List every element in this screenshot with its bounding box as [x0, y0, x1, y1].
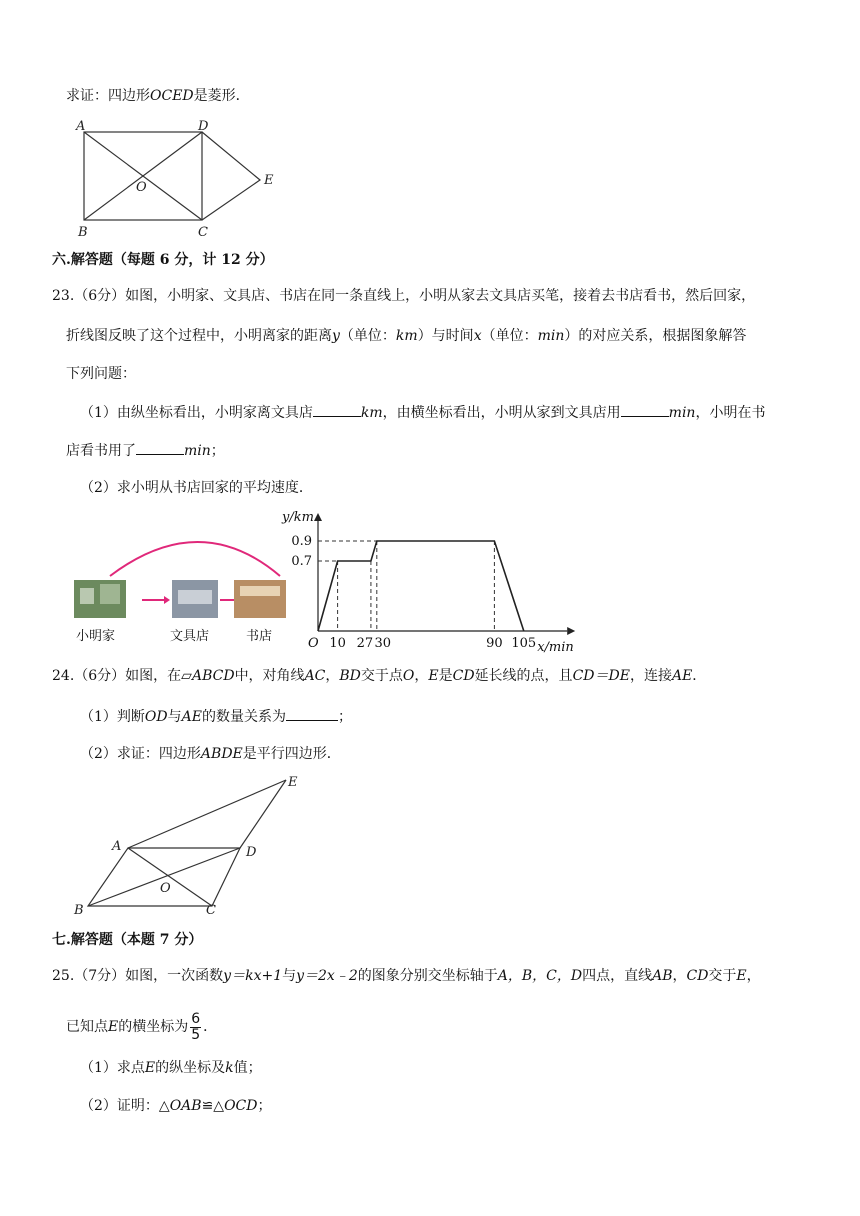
q25-part1: （1）求点E的纵坐标及k值；	[80, 1060, 262, 1076]
q23-part1: （1）由纵坐标看出，小明家离文具店 km，由横坐标看出，小明从家到文具店用 min，小明在书	[80, 402, 765, 423]
label-e: E	[288, 775, 298, 790]
place-bookstore-label: 书店	[246, 629, 273, 644]
y-tick-label: 0.9	[291, 534, 312, 549]
x-tick-label: 90	[486, 636, 503, 651]
rectangle-rhombus-figure	[70, 116, 280, 240]
y-axis-label: y/km	[282, 510, 314, 525]
x-tick-label: 105	[511, 636, 537, 651]
label-c: C	[206, 903, 216, 918]
section-7-title: 七.解答题（本题 7 分）	[52, 932, 203, 948]
y-axis-arrow-icon	[314, 513, 322, 521]
q25-line1: 25.（7分）如图，一次函数y＝kx+1与y＝2x﹣2的图象分别交坐标轴于A，B，C，D四点，直线AB，CD交于E，	[52, 968, 761, 984]
q23-line1: 23.（6分）如图，小明家、文具店、书店在同一条直线上，小明从家去文具店买笔，接着去书店看书，然后回家，	[52, 288, 756, 304]
label-b: B	[78, 225, 88, 240]
q22-proof-line: 求证：四边形OCED是菱形．	[66, 88, 250, 104]
route-illustration	[70, 528, 300, 648]
label-c: C	[198, 225, 208, 240]
place-home-label: 小明家	[76, 629, 116, 644]
label-b: B	[74, 903, 84, 918]
arrow-head-icon	[164, 596, 170, 604]
answer-blank-3[interactable]	[136, 440, 184, 455]
q24-part1: （1）判断OD与AE的数量关系为 ；	[80, 706, 352, 727]
distance-time-chart	[276, 505, 616, 655]
home-building	[80, 588, 94, 604]
origin-label: O	[308, 636, 319, 651]
x-tick-label: 10	[329, 636, 346, 651]
label-a: A	[76, 119, 86, 134]
label-a: A	[112, 839, 122, 854]
distance-line	[318, 541, 524, 631]
answer-blank-2[interactable]	[621, 402, 669, 417]
bookstore-shelves	[240, 586, 280, 596]
q24-line1: 24.（6分）如图，在▱ABCD中，对角线AC，BD交于点O，E是CD延长线的点，且CD＝DE，连接AE．	[52, 668, 707, 684]
label-d: D	[198, 119, 209, 134]
q23-line3: 下列问题：	[66, 366, 136, 382]
q25-part2: （2）证明：△OAB≌△OCD；	[80, 1098, 272, 1114]
answer-blank-1[interactable]	[313, 402, 361, 417]
parallelogram-figure	[66, 772, 316, 918]
place-stationery-label: 文具店	[170, 629, 210, 644]
fraction-six-fifths: $\frac{6}{5}$	[191, 1010, 201, 1043]
label-d: D	[246, 845, 257, 860]
edges-de-ec	[202, 132, 260, 220]
return-arc	[110, 542, 280, 576]
section-6-title: 六.解答题（每题 6 分，计 12 分）	[52, 252, 274, 268]
label-o: O	[160, 881, 171, 896]
q23-part2: （2）求小明从书店回家的平均速度．	[80, 480, 313, 496]
diagonal-ac	[128, 848, 212, 906]
label-e: E	[264, 173, 274, 188]
x-tick-label: 30	[374, 636, 392, 651]
answer-blank-4[interactable]	[286, 706, 338, 721]
q23-part1-line2: 店看书用了 min；	[66, 440, 225, 461]
x-axis-label: x/min	[537, 640, 574, 655]
q23-line2: 折线图反映了这个过程中，小明离家的距离y（单位：km）与时间x（单位：min）的对应关系，根据图象解答	[66, 328, 747, 344]
y-tick-label: 0.7	[291, 554, 312, 569]
home-building	[100, 584, 120, 604]
q25-line2: 已知点 E 的横坐标为 $\frac{6}{5}$ ．	[66, 1010, 218, 1043]
q24-part2: （2）求证：四边形ABDE是平行四边形．	[80, 746, 341, 762]
x-tick-label: 27	[356, 636, 374, 651]
stationery-shelves	[178, 590, 212, 604]
diagonal-bd	[88, 848, 240, 906]
x-axis-arrow-icon	[567, 627, 575, 635]
label-o: O	[136, 180, 147, 195]
